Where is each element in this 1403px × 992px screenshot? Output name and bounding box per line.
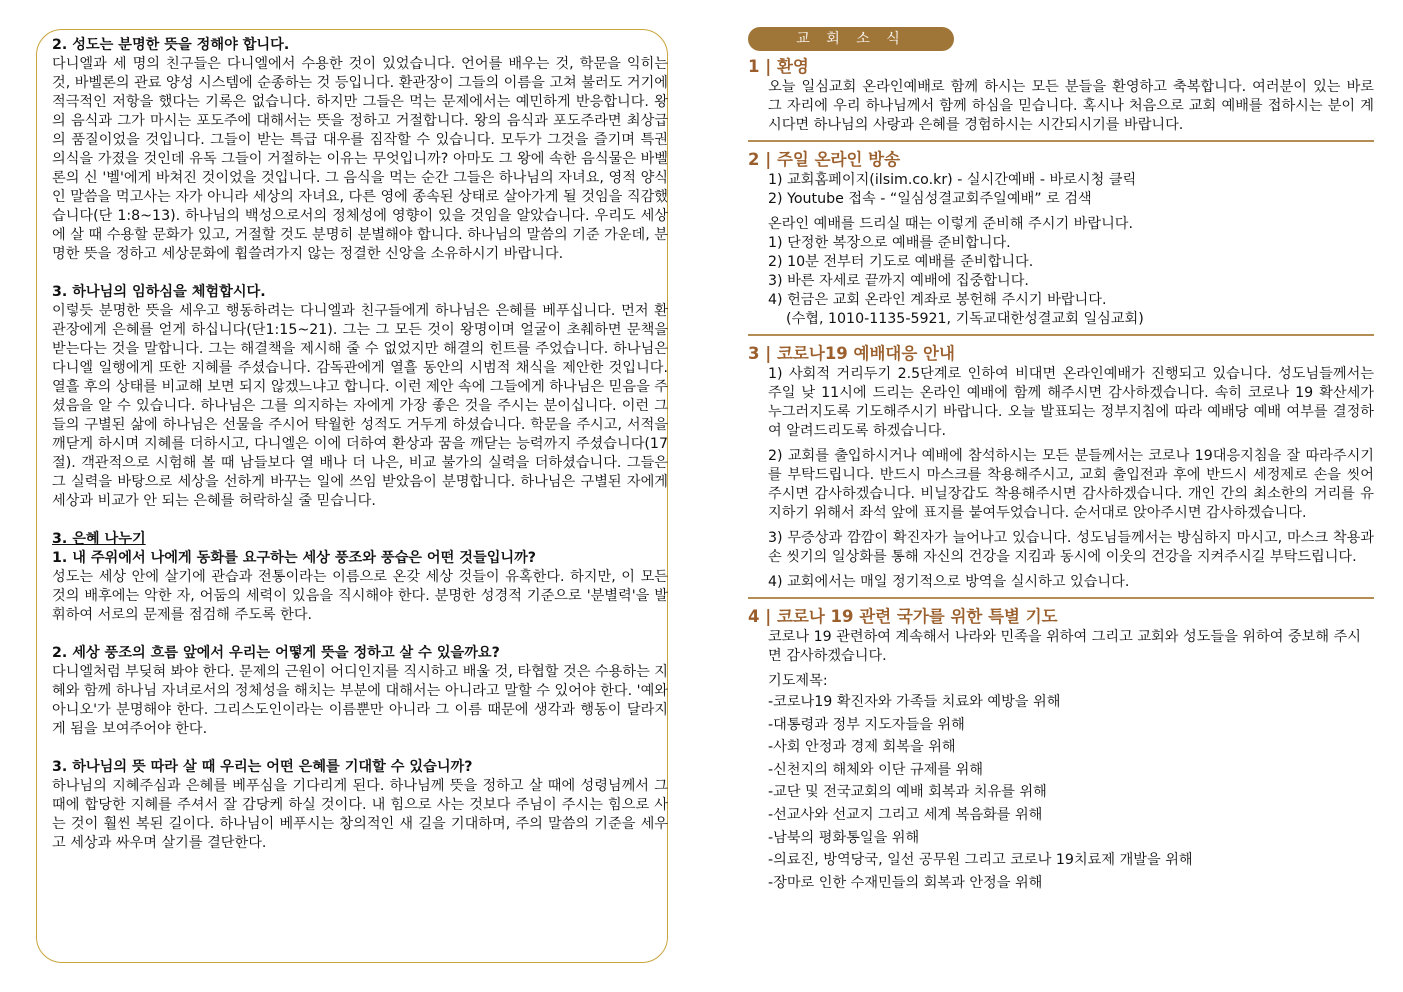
covid-item: 4) 교회에서는 매일 정기적으로 방역을 실시하고 있습니다. [768,574,1130,590]
covid-item: 2) 교회를 출입하시거나 예배에 참석하시는 모든 분들께서는 코로나 19대응지침을 잘 따라주시기를 부탁드립니다. 반드시 마스크를 착용해주시고, 교회 출입전과 후에 반드시 세정제로 손을 씻어주시면 감사하겠습니다. 비닐장갑도 착용해주시면 감사하겠습니다. 개인 간의 최소한의 거리를 유지하기 위해서 좌석 앞에 표지를 붙여두었습니다. 순서대로 앉아주시면 감사하겠습니다. [768,448,1374,521]
prayer-item: -선교사와 선교지 그리고 세계 복음화를 위해 [768,806,1043,823]
prayer-item: -남북의 평화통일을 위해 [768,829,920,846]
section-divider [748,597,1374,599]
prep-item: 3) 바른 자세로 끝까지 예배에 집중합니다. [768,273,1029,289]
prayer-item: -대통령과 정부 지도자들을 위해 [768,716,965,733]
prep-item: 4) 헌금은 교회 온라인 계좌로 봉헌해 주시기 바랍니다. [768,292,1107,308]
prayer-item: -교단 및 전국교회의 예배 회복과 치유를 위해 [768,784,1047,801]
welcome-body: 오늘 일심교회 온라인예배로 함께 하시는 모든 분들을 환영하고 축복합니다. 여러분이 있는 바로 그 자리에 우리 하나님께서 함께 하심을 믿습니다. 혹시나 처음으로 교회 예배를 접하시는 분이 계시다면 하나님의 사랑과 은혜를 경험하시는 시간되시기를 바랍니다. [768,79,1374,133]
welcome-title: 1 | 환영 [748,57,809,76]
prayer-item: -신천지의 해체와 이단 규제를 위해 [768,761,984,778]
prep-intro: 온라인 예배를 드리실 때는 이렇게 준비해 주시기 바랍니다. [768,216,1134,232]
section-divider [748,334,1374,336]
section-3-body: 이렇듯 분명한 뜻을 세우고 행동하려는 다니엘과 친구들에게 하나님은 은혜를 베푸십니다. 먼저 환관장에게 은혜를 얻게 하십니다(단1:15~21). 그는 그 모든 것이 왕명이며 얼굴이 초췌하면 문책을 받는다는 것을 말합니다. 그는 해결책을 제시해 줄 수 없었지만 해결의 힌트를 주었습니다. 하나님은 다니엘 일행에게 또한 지혜를 주셨습니다. 감독관에게 열흘 동안의 시범적 채식을 제안한 것입니다. 열흘 후의 상태를 비교해 보면 되지 않겠느냐고 합니다. 이런 제안 속에 그들에게 하나님은 믿음을 주셨음을 알 수 있습니다. 하나님은 그를 의지하는 자에게 가장 좋은 것을 주시는 분이십니다. 이런 그들의 구별된 삶에 하나님은 선물을 주시어 탁월한 성적도 거두게 하셨습니다. 학문을 주시고, 서적을 깨닫게 하시며 지혜를 더하시고, 다니엘은 이에 더하여 환상과 꿈을 깨닫는 능력까지 주셨습니다(17절). 객관적으로 시험해 볼 때 남들보다 열 배나 더 나은, 비교 불가의 실력을 더하셨습니다. 그들은 그 실력을 바탕으로 세상을 선하게 바꾸는 일에 쓰임 받았음이 분명합니다. 하나님은 구별된 자에게 세상과 비교가 안 되는 은혜를 허락하실 줄 믿습니다. [52,303,668,509]
online-broadcast-title: 2 | 주일 온라인 방송 [748,150,901,169]
question-1-body: 성도는 세상 안에 살기에 관습과 전통이라는 이름으로 온갖 세상 것들이 유혹한다. 하지만, 이 모든 것의 배후에는 악한 자, 어둠의 세력이 있음을 직시해야 한다. 분명한 성경적 기준으로 '분별력'을 발휘하여 서로의 문제를 점검해 주도록 한다. [52,569,668,623]
covid-item: 3) 무증상과 깜깜이 확진자가 늘어나고 있습니다. 성도님들께서는 방심하지 마시고, 마스크 착용과 손 씻기의 일상화를 통해 자신의 건강을 지킴과 동시에 이웃의 건강을 지켜주시길 부탁드립니다. [768,530,1374,565]
question-3-title: 3. 하나님의 뜻 따라 살 때 우리는 어떤 은혜를 기대할 수 있습니까? [52,759,473,775]
covid-item: 1) 사회적 거리두기 2.5단계로 인하여 비대면 온라인예배가 진행되고 있습니다. 성도님들께서는 주일 낮 11시에 드리는 온라인 예배에 함께 해주시면 감사하겠습니다. 속히 코로나 19 확산세가 누그러지도록 기도해주시기 바랍니다. 오늘 발표되는 정부지침에 따라 예배당 예배 여부를 결정하여 알려드리도록 하겠습니다. [768,366,1374,439]
prep-item: 1) 단정한 복장으로 예배를 준비합니다. [768,235,1011,251]
prayer-topics-label: 기도제목: [768,673,828,689]
share-grace-title: 3. 은혜 나누기 [52,531,146,547]
question-2-title: 2. 세상 풍조의 흐름 앞에서 우리는 어떻게 뜻을 정하고 살 수 있을까요? [52,645,500,661]
covid-guidance-title: 3 | 코로나19 예배대응 안내 [748,344,955,363]
special-prayer-title: 4 | 코로나 19 관련 국가를 위한 특별 기도 [748,607,1058,626]
special-prayer-body: 코로나 19 관련하여 계속해서 나라와 민족을 위하여 그리고 교회와 성도들을 위하여 중보해 주시면 감사하겠습니다. [768,629,1361,664]
section-2-body: 다니엘과 세 명의 친구들은 다니엘에서 수용한 것이 있었습니다. 언어를 배우는 것, 학문을 익히는 것, 바벨론의 관료 양성 시스템에 순종하는 것 등입니다. 환관장이 그들의 이름을 고쳐 불러도 거기에 적극적인 저항을 했다는 기록은 없습니다. 하지만 그들은 먹는 문제에서는 예민하게 반응합니다. 왕의 음식과 그가 마시는 포도주에 대해서는 뜻을 정하고 거절합니다. 왕의 음식과 포도주라면 최상급의 품질이었을 것입니다. 그들이 받는 특급 대우를 짐작할 수 있습니다. 모두가 그것을 즐기며 특권 의식을 가졌을 것인데 유독 그들이 거절하는 이유는 무엇입니까? 아마도 그 왕에 속한 음식물은 바벨론의 신 '벨'에게 바쳐진 것이었을 것입니다. 그 음식을 먹는 순간 그들은 하나님의 자녀요, 영적 양식인 말씀을 먹고사는 자가 아니라 세상의 자녀요, 다른 영에 종속된 상태로 살아가게 될 것임을 직감했습니다(단 1:8~13). 하나님의 백성으로서의 정체성에 영향이 있을 것임을 알았습니다. 우리도 세상에 살 때 수용할 문화가 있고, 거절할 것도 분명히 분별해야 합니다. 하나님의 말씀의 기준 가운데, 분명한 뜻을 정하고 세상문화에 휩쓸려가지 않는 정결한 신앙을 소유하시기 바랍니다. [52,56,668,262]
church-news-header: 교 회 소 식 [748,27,954,51]
question-3-body: 하나님의 지혜주심과 은혜를 베푸심을 기다리게 된다. 하나님께 뜻을 정하고 살 때에 성령님께서 그 때에 합당한 지혜를 주셔서 잘 감당케 하실 것이다. 내 힘으로 사는 것보다 주님이 주시는 힘으로 사는 것이 훨씬 복된 길이다. 하나님이 베푸시는 창의적인 새 길을 기대하며, 주의 말씀의 기준을 세우고 세상과 싸우며 살기를 결단한다. [52,778,668,851]
broadcast-line: 2) Youtube 접속 - “일심성결교회주일예배” 로 검색 [768,191,1092,207]
prayer-item: -코로나19 확진자와 가족들 치료와 예방을 위해 [768,694,1061,710]
question-1-title: 1. 내 주위에서 나에게 동화를 요구하는 세상 풍조와 풍습은 어떤 것들입니까? [52,550,537,566]
section-3-title: 3. 하나님의 임하심을 체험합시다. [52,284,266,300]
section-divider [748,140,1374,142]
prep-item: 2) 10분 전부터 기도로 예배를 준비합니다. [768,254,1034,270]
bank-account: (수협, 1010-1135-5921, 기독교대한성결교회 일심교회) [768,311,1144,327]
prayer-item: -의료진, 방역당국, 일선 공무원 그리고 코로나 19치료제 개발을 위해 [768,852,1193,869]
right-column [748,27,1374,894]
section-2-title: 2. 성도는 분명한 뜻을 정해야 합니다. [52,37,290,53]
question-2-body: 다니엘처럼 부딪혀 봐야 한다. 문제의 근원이 어디인지를 직시하고 배울 것, 타협할 것은 수용하는 지혜와 함께 하나님 자녀로서의 정체성을 해치는 부분에 대해서는 아니라고 말할 수 있어야 한다. '예와 아니오'가 분명해야 한다. 그리스도인이라는 이름뿐만 아니라 그 이름 때문에 생각과 행동이 달라지게 됨을 보여주어야 한다. [52,664,668,737]
broadcast-line: 1) 교회홈페이지(ilsim.co.kr) - 실시간예배 - 바로시청 클릭 [768,172,1137,188]
prayer-item: -사회 안정과 경제 회복을 위해 [768,739,956,756]
prayer-item: -장마로 인한 수재민들의 회복과 안정을 위해 [768,874,1043,891]
left-column [52,36,668,853]
